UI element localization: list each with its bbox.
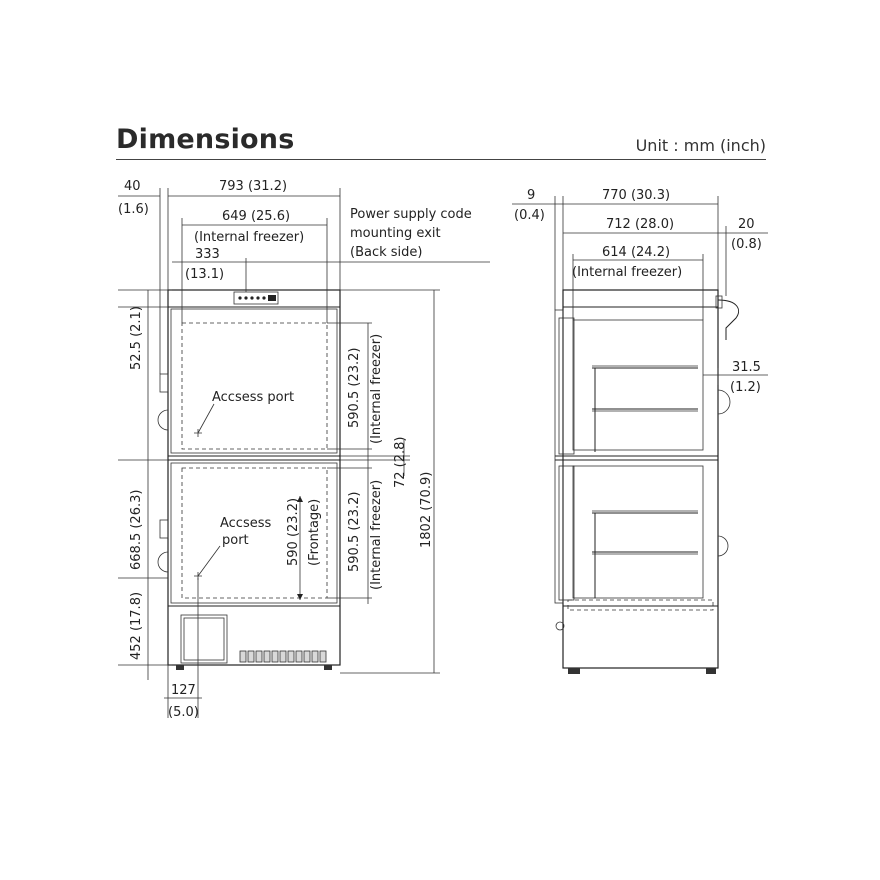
power-cord <box>718 300 739 340</box>
dim-20-inch: (0.8) <box>731 237 762 252</box>
dim-9: 9 <box>527 188 536 203</box>
dim-52: 52.5 (2.1) <box>129 306 144 370</box>
power-supply-label-3: (Back side) <box>350 245 423 260</box>
dim-31-5-inch: (1.2) <box>730 380 761 395</box>
front-view <box>158 290 340 670</box>
dim-333-inch: (13.1) <box>185 267 225 282</box>
dim-614: 614 (24.2) <box>602 245 671 260</box>
dim-31-5: 31.5 <box>732 360 761 375</box>
side-cabinet <box>563 290 718 668</box>
handle <box>160 520 168 538</box>
side-view <box>555 290 739 674</box>
dim-614-note: (Internal freezer) <box>572 265 683 280</box>
dim-793: 793 (31.2) <box>219 179 288 194</box>
dim-712: 712 (28.0) <box>606 217 675 232</box>
dim-9-inch: (0.4) <box>514 208 545 223</box>
dim-590-lower: 590.5 (23.2) <box>347 491 362 572</box>
dim-590-frontage-note: (Frontage) <box>307 498 322 566</box>
handle <box>160 374 168 392</box>
dim-649: 649 (25.6) <box>222 209 291 224</box>
dim-40-inch: (1.6) <box>118 202 149 217</box>
foot <box>568 668 580 674</box>
dim-590-lower-note: (Internal freezer) <box>369 479 384 590</box>
dim-72: 72 (2.8) <box>393 436 408 488</box>
dim-770: 770 (30.3) <box>602 188 671 203</box>
page-title: Dimensions <box>116 124 295 155</box>
power-supply-label-2: mounting exit <box>350 226 441 241</box>
power-supply-label-1: Power supply code <box>350 207 472 222</box>
vent-grille <box>240 651 326 662</box>
dim-40: 40 <box>124 179 141 194</box>
dim-590-upper-note: (Internal freezer) <box>369 333 384 444</box>
dim-649-note: (Internal freezer) <box>194 230 305 245</box>
dim-333: 333 <box>195 247 220 262</box>
front-cabinet <box>168 290 340 665</box>
foot <box>176 665 184 670</box>
dim-452: 452 (17.8) <box>129 591 144 660</box>
unit-label: Unit : mm (inch) <box>635 136 766 155</box>
access-port-label-2b: port <box>222 533 249 548</box>
access-port-label-1: Accsess port <box>212 390 295 405</box>
dim-590-frontage: 590 (23.2) <box>286 497 301 566</box>
dim-1802: 1802 (70.9) <box>419 471 434 548</box>
dim-127: 127 <box>171 683 196 698</box>
foot <box>324 665 332 670</box>
dim-668: 668.5 (26.3) <box>129 489 144 570</box>
access-port-label-2a: Accsess <box>220 516 272 531</box>
dim-20: 20 <box>738 217 755 232</box>
foot <box>706 668 716 674</box>
dim-590-upper: 590.5 (23.2) <box>347 347 362 428</box>
dim-127-inch: (5.0) <box>168 705 199 720</box>
